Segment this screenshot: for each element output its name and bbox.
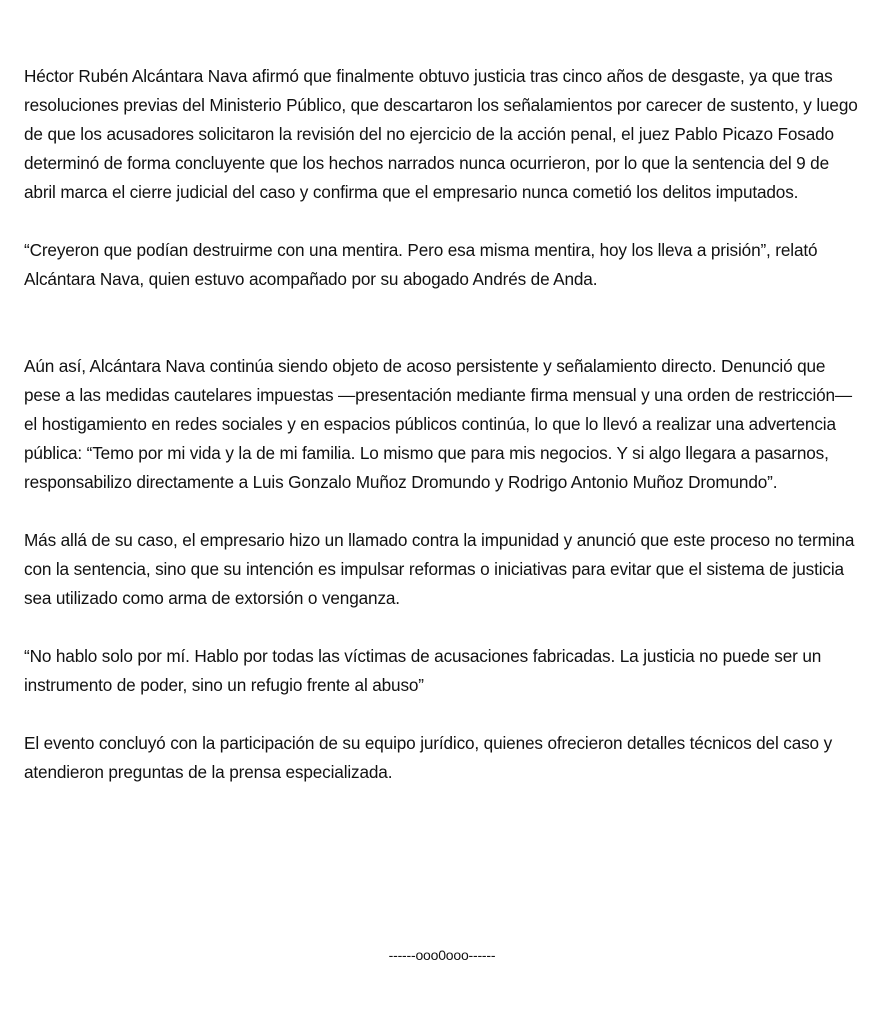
paragraph-closing: El evento concluyó con la participación de su equipo jurídico, quienes ofrecieron detalles técnicos del caso y atendieron preguntas de la prensa especializada. [24,733,833,782]
paragraph-harassment: Aún así, Alcántara Nava continúa siendo objeto de acoso persistente y señalamiento directo. Denunció que pese a las medidas cautelares impuestas —presentación mediante firma mensual y una orden de restricción— el hostigamiento en redes sociales y en espacios públicos continúa, lo que lo llevó a realizar una advertencia pública: “Temo por mi vida y la de mi familia. Lo mismo que para mis negocios. Y si algo llegara a pasarnos, responsabilizo directamente a Luis Gonzalo Muñoz Dromundo y Rodrigo Antonio Muñoz Dromundo”. [24,356,852,492]
paragraph-quote-victims: “No hablo solo por mí. Hablo por todas las víctimas de acusaciones fabricadas. La justicia no puede ser un instrumento de poder, sino un refugio frente al abuso” [24,646,822,695]
end-mark: ------ooo0ooo------ [388,947,496,963]
paragraph-ruling: Héctor Rubén Alcántara Nava afirmó que finalmente obtuvo justicia tras cinco años de desgaste, ya que tras resoluciones previas del Ministerio Público, que descartaron los señalamientos por carecer de sustento, y luego de que los acusadores solicitaron la revisión del no ejercicio de la acción penal, el juez Pablo Picazo Fosado determinó de forma concluyente que los hechos narrados nunca ocurrieron, por lo que la sentencia del 9 de abril marca el cierre judicial del caso y confirma que el empresario nunca cometió los delitos imputados. [24,66,858,202]
paragraph-quote-lie: “Creyeron que podían destruirme con una mentira. Pero esa misma mentira, hoy los lleva a prisión”, relató Alcántara Nava, quien estuvo acompañado por su abogado Andrés de Anda. [24,240,818,289]
document-body [24,62,864,787]
paragraph-impunity: Más allá de su caso, el empresario hizo un llamado contra la impunidad y anunció que este proceso no termina con la sentencia, sino que su intención es impulsar reformas o iniciativas para evitar que el sistema de justicia sea utilizado como arma de extorsión o venganza. [24,530,855,608]
